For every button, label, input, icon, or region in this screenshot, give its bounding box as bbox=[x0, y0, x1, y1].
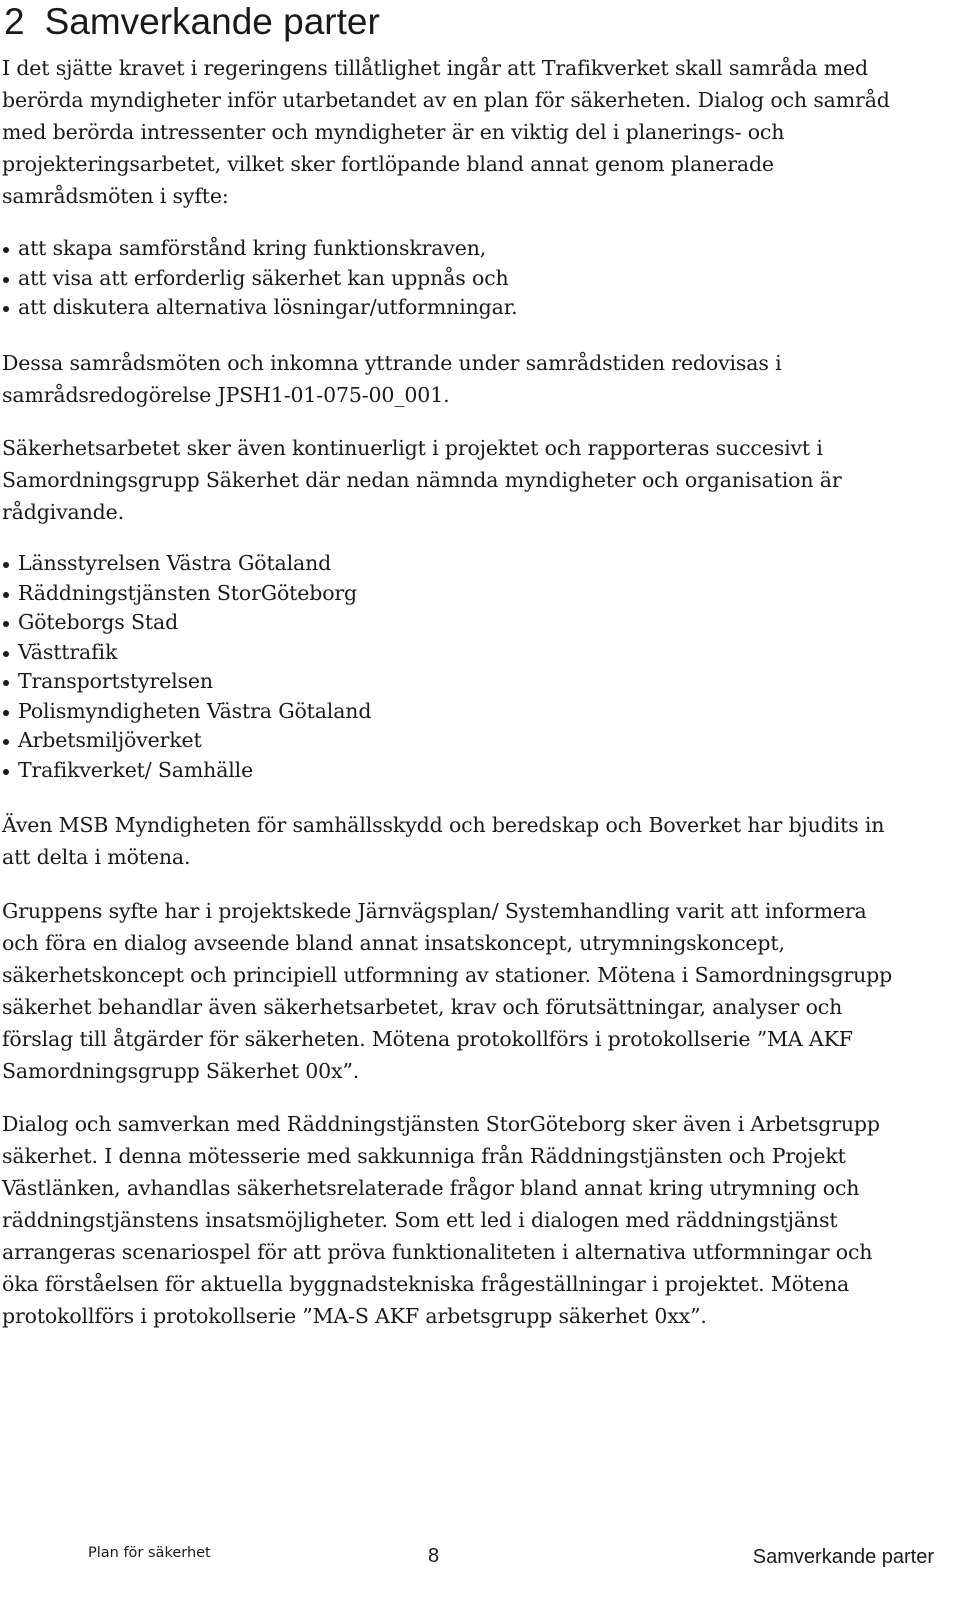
organisation-item: Göteborgs Stad bbox=[2, 608, 902, 638]
organisation-item: Länsstyrelsen Västra Götaland bbox=[2, 549, 902, 579]
bullet-icon bbox=[3, 277, 9, 283]
purpose-item: att visa att erforderlig säkerhet kan uppnås och bbox=[2, 264, 902, 294]
bullet-icon bbox=[3, 680, 9, 686]
gruppens-syfte-paragraph: Gruppens syfte har i projektskede Järnvägsplan/ Systemhandling varit att informera och föra en dialog avseende bland annat insatskoncept, utrymningskoncept, säkerhetskoncept och principiell utformning av stationer. Mötena i Samordningsgrupp säkerhet behandlar även säkerhetsarbetet, krav och förutsättningar, analyser och förslag till åtgärder för säkerheten. Mötena protokollförs i protokollserie ”MA AKF Samordningsgrupp Säkerhet 00x”. bbox=[2, 899, 893, 1083]
purpose-item: att skapa samförstånd kring funktionskraven, bbox=[2, 234, 902, 264]
organisation-item: Räddningstjänsten StorGöteborg bbox=[2, 579, 902, 609]
organisation-item: Trafikverket/ Samhälle bbox=[2, 756, 902, 786]
bullet-icon bbox=[3, 247, 9, 253]
bullet-icon bbox=[3, 621, 9, 627]
footer-section-title: Samverkande parter bbox=[752, 1546, 934, 1568]
msb-paragraph: Även MSB Myndigheten för samhällsskydd och beredskap och Boverket har bjudits in att delta i mötena. bbox=[2, 813, 885, 869]
bullet-icon bbox=[3, 651, 9, 657]
organisation-list bbox=[2, 549, 902, 785]
organisation-item: Polismyndigheten Västra Götaland bbox=[2, 697, 902, 727]
dialog-paragraph: Dialog och samverkan med Räddningstjänsten StorGöteborg sker även i Arbetsgrupp säkerhet. I denna mötesserie med sakkunniga från Räddningstjänsten och Projekt Västlänken, avhandlas säkerhetsrelaterade frågor bland annat kring utrymning och räddningstjänstens insatsmöjligheter. Som ett led i dialogen med räddningstjänst arrangeras scenariospel för att pröva funktionaliteten i alternativa utformningar och öka förståelsen för aktuella byggnadstekniska frågeställningar i projektet. Mötena protokollförs i protokollserie ”MA-S AKF arbetsgrupp säkerhet 0xx”. bbox=[2, 1112, 880, 1328]
section-heading bbox=[4, 0, 380, 44]
organisation-item: Västtrafik bbox=[2, 638, 902, 668]
bullet-icon bbox=[3, 769, 9, 775]
section-number: 2 bbox=[4, 1, 25, 42]
bullet-icon bbox=[3, 592, 9, 598]
organisation-item: Arbetsmiljöverket bbox=[2, 726, 902, 756]
organisation-item: Transportstyrelsen bbox=[2, 667, 902, 697]
section-title: Samverkande parter bbox=[44, 1, 380, 42]
bullet-icon bbox=[3, 306, 9, 312]
purpose-list bbox=[2, 234, 902, 323]
footer-document-title: Plan för säkerhet bbox=[88, 1545, 211, 1561]
bullet-icon bbox=[3, 562, 9, 568]
bullet-icon bbox=[3, 710, 9, 716]
purpose-item: att diskutera alternativa lösningar/utformningar. bbox=[2, 293, 902, 323]
bullet-icon bbox=[3, 739, 9, 745]
footer-page-number: 8 bbox=[428, 1545, 440, 1567]
sakerhetsarbete-paragraph: Säkerhetsarbetet sker även kontinuerligt i projektet och rapporteras succesivt i Samordningsgrupp Säkerhet där nedan nämnda myndigheter och organisation är rådgivande. bbox=[2, 436, 842, 524]
samrad-paragraph: Dessa samrådsmöten och inkomna yttrande under samrådstiden redovisas i samrådsredogörelse JPSH1-01-075-00_001. bbox=[2, 351, 782, 407]
intro-paragraph: I det sjätte kravet i regeringens tillåtlighet ingår att Trafikverket skall samråda med berörda myndigheter inför utarbetandet av en plan för säkerheten. Dialog och samråd med berörda intressenter och myndigheter är en viktig del i planerings- och projekteringsarbetet, vilket sker fortlöpande bland annat genom planerade samrådsmöten i syfte: bbox=[2, 56, 890, 208]
